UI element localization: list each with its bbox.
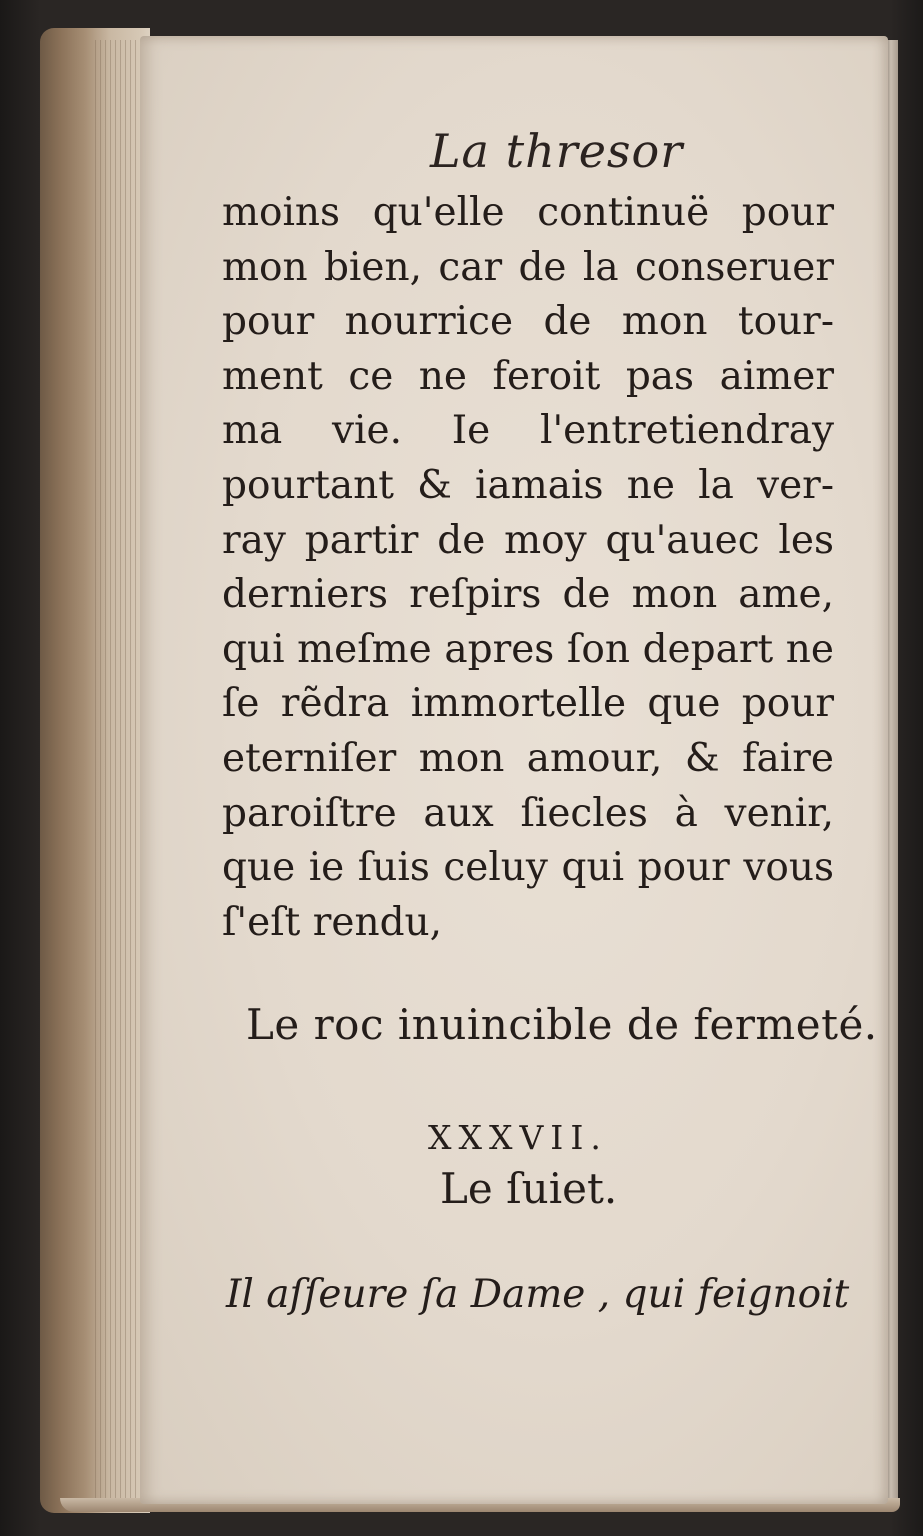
body-text	[222, 186, 834, 950]
text-line: paroiſtre aux ſiecles à venir,	[222, 790, 834, 836]
text-line: ma vie. Ie l'entretiendray	[222, 408, 834, 454]
text-line: pourtant & iamais ne la ver-	[222, 462, 834, 508]
section-argument: Il aſſeure ſa Dame , qui feignoit	[226, 1272, 850, 1317]
text-line: moins qu'elle continuë pour	[222, 190, 834, 235]
text-line: ray partir de moy qu'auec les	[222, 517, 834, 563]
text-line: derniers reſpirs de mon ame,	[222, 572, 834, 618]
text-line: ſe rẽdra immortelle que pour	[222, 681, 834, 727]
text-line: ment ce ne feroit pas aimer	[222, 353, 834, 399]
device-motto: Le roc inuincible de fermeté.	[246, 1000, 878, 1049]
text-line: eterniſer mon amour, & faire	[222, 735, 834, 781]
text-line: pour nourrice de mon tour-	[222, 299, 834, 345]
section-subject: Le ſuiet.	[440, 1164, 618, 1213]
section-numeral: XXXVII.	[428, 1118, 608, 1157]
text-line: qui meſme apres ſon depart ne	[222, 626, 834, 672]
text-line: mon bien, car de la conseruer	[222, 244, 834, 290]
text-line: que ie ſuis celuy qui pour vous	[222, 845, 834, 891]
running-head: La thresor	[430, 124, 684, 178]
text-line: ſ'eſt rendu,	[222, 899, 443, 945]
